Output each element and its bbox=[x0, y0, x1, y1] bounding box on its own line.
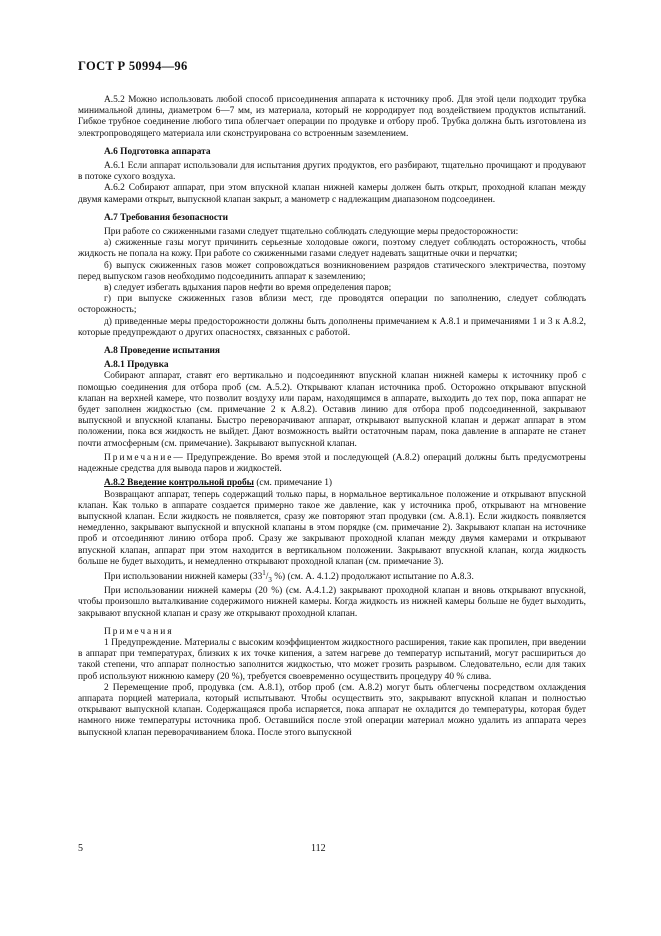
document-body bbox=[78, 95, 586, 739]
p2-post: %) (см. А. 4.1.2) продолжают испытание по А.8.3. bbox=[271, 572, 474, 583]
note-2: 2 Перемещение проб, продувка (см. А.8.1), отбор проб (см. А.8.2) могут быть облегчены посредством охлаждения аппарата порцией материала, который испытывают. Чтобы осуществить это, закрывают впускной клапан и полностью открывают выпускной клапан. Содержащаяся проба испаряется, пока аппарат не охладится до температуры, которая будет намного ниже температуры источника проб. Оставшийся после этой операции материал можно удалить из аппарата через выпускной клапан переворачиванием блока. После этого выпускной bbox=[78, 682, 586, 738]
list-item-a7-d: г) при выпуске сжиженных газов вблизи мест, где проводятся операции по заполнению, следует соблюдать осторожность; bbox=[78, 294, 586, 316]
notes-label: Примечания bbox=[104, 626, 174, 637]
p2-sub: 3 bbox=[268, 575, 272, 584]
paragraph-a82: Возвращают аппарат, теперь содержащий только пары, в нормальное вертикальное положение и открывают впускной клапан. Как только в аппарате создается примерно такое же давление, как у источника проб, открывают на мгновение выпускной клапан. Если жидкость не появляется, сразу же повторяют этап продувки (см. А.8.1). Если жидкость появляется немедленно, закрывают выпускной и впускной клапаны в этом порядке (см. примечание 2). Закрывают клапан на источнике проб и отсоединяют линию отбора проб. Сразу же закрывают проходной клапан между двумя камерами и открывают впускной клапан, аппарат при этом находится в вертикальном положении. Закрывают впускной клапан, когда жидкость больше не будет выходить, и немедленно открывают проходной клапан (см. примечание 3). bbox=[78, 489, 586, 567]
note-1: 1 Предупреждение. Материалы с высоким коэффициентом жидкостного расширения, такие как пропилен, при введении в аппарат при температурах, близких к их точке кипения, а затем нагреве до температур испытаний, могут расшириться до такой степени, что аппарат полностью заполнится жидкостью, что может грозить разрывом. Следовательно, если для таких проб используют нижнюю камеру (20 %), требуется своевременно осуществить процедуру 40 % слива. bbox=[78, 637, 586, 682]
note-a81 bbox=[78, 453, 586, 475]
p2-pre: При использовании нижней камеры (33 bbox=[104, 572, 263, 583]
paragraph-a81: Собирают аппарат, ставят его вертикально и подсоединяют впускной клапан нижней камеры к источнику проб с помощью соединения для отбора проб (см. А.5.2). Открывают клапан источника проб. Осторожно открывают впускной клапан на верхней камере, что позволит воздуху или парам, находящимся в аппарате, выходить до тех пор, пока аппарат не будет заполнен жидкостью (см. примечание 2 к А.8.2). Оставив линию для отбора проб подсоединенной, закрывают выпускной и впускной клапаны. Быстро переворачивают аппарат, открывают выпускной клапан и держат аппарат в этом положении, пока вся жидкость не выйдет. Дают возможность выйти остаточным парам, пока давление в аппарате не станет почти атмосферным (см. примечание). Закрывают выпускной клапан. bbox=[78, 371, 586, 449]
heading-a82-line bbox=[78, 478, 586, 489]
paragraph-a52: А.5.2 Можно использовать любой способ присоединения аппарата к источнику проб. Для этой цели подходит трубка минимальной длины, диаметром 6—7 мм, из материала, который не корродирует под воздействием продуктов испытаний. Гибкое трубное соединение любого типа облегчает операции по продувке и отбору проб. Трубка должна быть изготовлена из электропроводящего материала или сконструирована со встроенным заземлением. bbox=[78, 95, 586, 139]
paragraph-a61: А.6.1 Если аппарат использовали для испытания других продуктов, его разбирают, тщательно прочищают и продувают в потоке сухого воздуха. bbox=[78, 161, 586, 183]
paragraph-a62: А.6.2 Собирают аппарат, при этом впускной клапан нижней камеры должен быть открыт, проходной клапан между двумя камерами открыт, выпускной клапан закрыт, а манометр с надлежащим диапазоном подсоединен. bbox=[78, 183, 586, 205]
p2-sup: 1 bbox=[262, 568, 266, 577]
heading-a81: А.8.1 Продувка bbox=[104, 360, 169, 371]
p2-slash: / bbox=[265, 572, 269, 583]
heading-a8: А.8 Проведение испытания bbox=[104, 346, 220, 357]
list-item-a7-e: д) приведенные меры предосторожности должны быть дополнены примечанием к А.8.1 и примечаниями 1 и 3 к А.8.2, которые предупреждают о других опасностях, связанных с работой. bbox=[78, 316, 586, 338]
doc-header: ГОСТ Р 50994—96 bbox=[78, 59, 188, 73]
note-a81-label: Примечание bbox=[104, 452, 174, 463]
heading-a7: А.7 Требования безопасности bbox=[104, 212, 229, 223]
heading-a6: А.6 Подготовка аппарата bbox=[104, 146, 211, 157]
list-item-a7-b: б) выпуск сжиженных газов может сопровождаться возникновением разрядов статического электричества, поэтому перед выпуском газов необходимо подсоединить аппарат к заземлению; bbox=[78, 260, 586, 282]
paragraph-a82-p3: При использовании нижней камеры (20 %) (см. А.4.1.2) закрывают проходной клапан и вновь открывают впускной, чтобы произошло выталкивание содержимого нижней камеры. Когда жидкость из нижней камеры больше не будет выходить, закрывают впускной клапан и сразу же открывают проходной клапан. bbox=[78, 586, 586, 619]
paragraph-a7-intro: При работе со сжиженными газами следует тщательно соблюдать следующие меры предосторожности: bbox=[104, 227, 519, 238]
heading-a82-note: (см. примечание 1) bbox=[253, 478, 333, 489]
heading-a82: А.8.2 Введение контрольной пробы bbox=[104, 478, 254, 489]
paragraph-a82-p2 bbox=[78, 568, 586, 586]
note-a81-text: — Предупреждение. Во время этой и последующей (А.8.2) операций должны быть предусмотрены надежные средства для вывода паров и жидкостей. bbox=[78, 452, 586, 475]
list-item-a7-c: в) следует избегать вдыхания паров нефти во время определения паров; bbox=[104, 283, 392, 294]
footer-sheet-number: 112 bbox=[311, 843, 326, 854]
footer-page-number: 5 bbox=[78, 843, 83, 854]
list-item-a7-a: а) сжиженные газы могут причинить серьезные холодовые ожоги, поэтому следует соблюдать осторожность, чтобы жидкость не попала на кожу. При работе со сжиженными газами следует надевать защитные очки и перчатки; bbox=[78, 238, 586, 260]
